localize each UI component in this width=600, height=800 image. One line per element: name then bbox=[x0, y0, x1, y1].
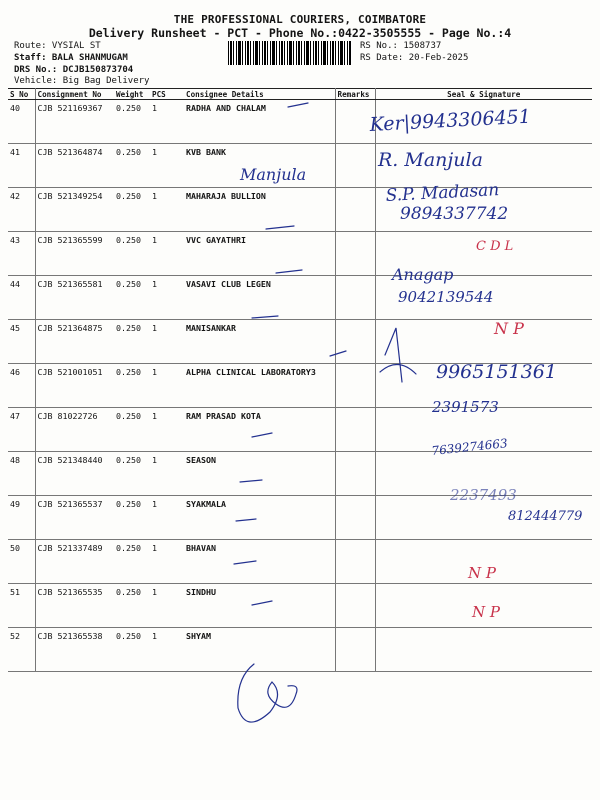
row-remarks bbox=[335, 540, 375, 584]
row-consignee: MAHARAJA BULLION bbox=[184, 188, 335, 232]
table-row bbox=[8, 232, 592, 276]
col-header-remarks: Remarks bbox=[335, 89, 375, 100]
row-pcs: 1 bbox=[150, 408, 184, 452]
row-consignment: CJB 521364874 bbox=[35, 144, 114, 188]
row-consignee: MANISANKAR bbox=[184, 320, 335, 364]
row-sno: 45 bbox=[8, 320, 35, 364]
table-row bbox=[8, 364, 592, 408]
route-label: Route: VYSIAL ST bbox=[14, 41, 101, 51]
row-weight: 0.250 bbox=[114, 628, 150, 672]
row-consignment: CJB 521169367 bbox=[35, 100, 114, 144]
row-weight: 0.250 bbox=[114, 320, 150, 364]
row-pcs: 1 bbox=[150, 276, 184, 320]
hw-row52: N P bbox=[472, 603, 500, 621]
table-row bbox=[8, 320, 592, 364]
table-header-row bbox=[8, 89, 592, 100]
row-remarks bbox=[335, 408, 375, 452]
row-weight: 0.250 bbox=[114, 188, 150, 232]
row-sno: 47 bbox=[8, 408, 35, 452]
row-signature bbox=[375, 144, 592, 188]
row-sno: 42 bbox=[8, 188, 35, 232]
row-consignment: CJB 521365599 bbox=[35, 232, 114, 276]
row-consignee: KVB BANK bbox=[184, 144, 335, 188]
row-consignee: SHYAM bbox=[184, 628, 335, 672]
row-pcs: 1 bbox=[150, 584, 184, 628]
row-weight: 0.250 bbox=[114, 584, 150, 628]
row-consignment: CJB 521349254 bbox=[35, 188, 114, 232]
hw-row44-phone: 9042139544 bbox=[398, 288, 494, 306]
barcode bbox=[228, 41, 352, 65]
rs-number: RS No.: 1508737 bbox=[360, 41, 442, 51]
table-body bbox=[8, 100, 592, 672]
hw-row48: 7639274663 bbox=[430, 436, 509, 458]
row-remarks bbox=[335, 496, 375, 540]
row-consignment: CJB 521365538 bbox=[35, 628, 114, 672]
row-weight: 0.250 bbox=[114, 100, 150, 144]
company-name: THE PROFESSIONAL COURIERS, COIMBATORE bbox=[173, 13, 427, 26]
row-signature bbox=[375, 188, 592, 232]
hw-row40: Ker|9943306451 bbox=[369, 105, 532, 136]
row-signature bbox=[375, 100, 592, 144]
vehicle-label: Vehicle: Big Bag Delivery bbox=[14, 76, 150, 86]
table-row bbox=[8, 100, 592, 144]
row-pcs: 1 bbox=[150, 144, 184, 188]
col-header-consignment: Consignment No bbox=[35, 89, 114, 100]
hw-row44-name: Anagap bbox=[392, 265, 454, 284]
row-remarks bbox=[335, 628, 375, 672]
row-consignment: CJB 81022726 bbox=[35, 408, 114, 452]
row-consignee: VVC GAYATHRI bbox=[184, 232, 335, 276]
row-consignment: CJB 521001051 bbox=[35, 364, 114, 408]
runsheet-subtitle: Delivery Runsheet - PCT - Phone No.:0422-3505555 - Page No.:4 bbox=[88, 26, 512, 40]
row-sno: 46 bbox=[8, 364, 35, 408]
row-remarks bbox=[335, 144, 375, 188]
row-pcs: 1 bbox=[150, 628, 184, 672]
row-pcs: 1 bbox=[150, 540, 184, 584]
hw-row41-signature: R. Manjula bbox=[378, 149, 483, 171]
hw-row51: N P bbox=[468, 564, 496, 582]
row-remarks bbox=[335, 320, 375, 364]
table-row bbox=[8, 496, 592, 540]
hw-row46: 9965151361 bbox=[436, 361, 557, 383]
row-pcs: 1 bbox=[150, 188, 184, 232]
staff-label: Staff: BALA SHANMUGAM bbox=[14, 53, 128, 63]
table-row bbox=[8, 584, 592, 628]
row-remarks bbox=[335, 232, 375, 276]
row-pcs: 1 bbox=[150, 320, 184, 364]
row-sno: 51 bbox=[8, 584, 35, 628]
row-consignee: VASAVI CLUB LEGEN bbox=[184, 276, 335, 320]
row-consignment: CJB 521337489 bbox=[35, 540, 114, 584]
row-signature bbox=[375, 540, 592, 584]
table-row bbox=[8, 188, 592, 232]
row-weight: 0.250 bbox=[114, 144, 150, 188]
col-header-signature: Seal & Signature bbox=[375, 89, 592, 100]
row-sno: 44 bbox=[8, 276, 35, 320]
row-weight: 0.250 bbox=[114, 452, 150, 496]
hw-row49: 2237493 bbox=[450, 486, 517, 504]
row-consignee: SYAKMALA bbox=[184, 496, 335, 540]
row-signature bbox=[375, 628, 592, 672]
row-signature bbox=[375, 496, 592, 540]
row-consignee: SINDHU bbox=[184, 584, 335, 628]
table-row bbox=[8, 628, 592, 672]
row-pcs: 1 bbox=[150, 232, 184, 276]
col-header-pcs: PCS bbox=[150, 89, 184, 100]
row-pcs: 1 bbox=[150, 452, 184, 496]
row-sno: 43 bbox=[8, 232, 35, 276]
row-sno: 49 bbox=[8, 496, 35, 540]
row-signature bbox=[375, 232, 592, 276]
initials-scribble bbox=[238, 664, 297, 722]
row-sno: 50 bbox=[8, 540, 35, 584]
col-header-weight: Weight bbox=[114, 89, 150, 100]
row-remarks bbox=[335, 364, 375, 408]
row-consignment: CJB 521365581 bbox=[35, 276, 114, 320]
table-row bbox=[8, 452, 592, 496]
row-remarks bbox=[335, 188, 375, 232]
row-pcs: 1 bbox=[150, 364, 184, 408]
row-pcs: 1 bbox=[150, 100, 184, 144]
runsheet-table bbox=[8, 88, 592, 672]
row-remarks bbox=[335, 100, 375, 144]
row-sno: 48 bbox=[8, 452, 35, 496]
row-weight: 0.250 bbox=[114, 232, 150, 276]
table-row bbox=[8, 144, 592, 188]
row-weight: 0.250 bbox=[114, 276, 150, 320]
col-header-sno: S No bbox=[8, 89, 35, 100]
row-consignment: CJB 521365537 bbox=[35, 496, 114, 540]
hw-row42-phone: 9894337742 bbox=[400, 204, 509, 224]
row-sno: 41 bbox=[8, 144, 35, 188]
row-signature bbox=[375, 452, 592, 496]
table-row bbox=[8, 408, 592, 452]
row-weight: 0.250 bbox=[114, 364, 150, 408]
row-weight: 0.250 bbox=[114, 408, 150, 452]
col-header-consignee: Consignee Details bbox=[184, 89, 335, 100]
row-consignee: ALPHA CLINICAL LABORATORY3 bbox=[184, 364, 335, 408]
hw-row42-name: S.P. Madasan bbox=[385, 180, 500, 206]
row-signature bbox=[375, 276, 592, 320]
row-signature bbox=[375, 408, 592, 452]
drs-number: DRS No.: DCJB150873704 bbox=[14, 65, 134, 75]
row-remarks bbox=[335, 452, 375, 496]
hw-row47: 2391573 bbox=[432, 398, 499, 416]
hw-row45: N P bbox=[494, 319, 524, 338]
row-pcs: 1 bbox=[150, 496, 184, 540]
hw-row41-name: Manjula bbox=[240, 165, 307, 184]
row-consignee: RADHA AND CHALAM bbox=[184, 100, 335, 144]
row-consignee: SEASON bbox=[184, 452, 335, 496]
row-consignee: RAM PRASAD KOTA bbox=[184, 408, 335, 452]
table-row bbox=[8, 540, 592, 584]
row-consignment: CJB 521365535 bbox=[35, 584, 114, 628]
row-signature bbox=[375, 320, 592, 364]
row-remarks bbox=[335, 584, 375, 628]
row-consignee: BHAVAN bbox=[184, 540, 335, 584]
row-consignment: CJB 521364875 bbox=[35, 320, 114, 364]
row-signature bbox=[375, 584, 592, 628]
table-row bbox=[8, 276, 592, 320]
row-consignment: CJB 521348440 bbox=[35, 452, 114, 496]
row-sno: 52 bbox=[8, 628, 35, 672]
row-weight: 0.250 bbox=[114, 496, 150, 540]
row-remarks bbox=[335, 276, 375, 320]
row-sno: 40 bbox=[8, 100, 35, 144]
rs-date: RS Date: 20-Feb-2025 bbox=[360, 53, 469, 63]
hw-row50: 812444779 bbox=[508, 509, 583, 524]
row-weight: 0.250 bbox=[114, 540, 150, 584]
row-signature bbox=[375, 364, 592, 408]
hw-row43: C D L bbox=[476, 239, 514, 254]
